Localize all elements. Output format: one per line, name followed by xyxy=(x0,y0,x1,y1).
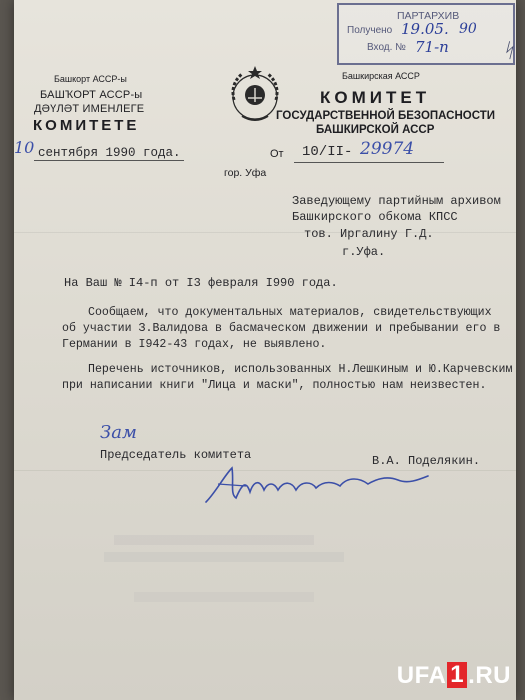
left-header-line1: Башкорт АССР-ы xyxy=(54,74,127,84)
ref-underline xyxy=(294,162,444,163)
paragraph1-line1: Сообщаем, что документальных материалов, свидетельствующих xyxy=(88,306,492,319)
handwritten-signature xyxy=(202,462,432,508)
signature-name: В.А. Поделякин. xyxy=(372,454,481,468)
signature-position: Председатель комитета xyxy=(100,448,252,462)
stamp-received-label: Получено xyxy=(347,25,393,36)
stamp-received-year: 90 xyxy=(459,21,477,37)
watermark-badge: 1 xyxy=(447,662,467,688)
date-underline xyxy=(34,160,184,161)
document-page xyxy=(14,0,516,700)
addressee-line1: Заведующему партийным архивом xyxy=(292,194,501,208)
ref-label: От xyxy=(270,148,284,160)
paragraph2-line1: Перечень источников, использованных Н.Лешкиным и Ю.Карчевским xyxy=(88,363,513,376)
paragraph1-line2: об участии З.Валидова в басмаческом движении и пребывании его в xyxy=(62,322,501,335)
paragraph2-line2: при написании книги "Лица и маски", полностью нам неизвестен. xyxy=(62,379,487,392)
stamp-title: ПАРТАРХИВ xyxy=(397,10,460,22)
ref-handwritten-number: 29974 xyxy=(360,139,415,159)
corner-mark: ᛋ xyxy=(502,38,514,62)
bleed-through xyxy=(104,552,344,562)
date-day-handwritten: 10 xyxy=(14,138,35,157)
bleed-through xyxy=(114,535,314,545)
ref-number: 10/II- xyxy=(302,144,353,160)
right-header-line2: КОМИТЕТ xyxy=(320,88,431,107)
paragraph1-line3: Германии в I942-43 годах, не выявлено. xyxy=(62,338,327,351)
right-header-line3: ГОСУДАРСТВЕННОЙ БЕЗОПАСНОСТИ xyxy=(276,110,496,122)
addressee-line4: г.Уфа. xyxy=(342,245,386,259)
right-header-line1: Башкирская АССР xyxy=(342,71,420,81)
watermark-part3: .RU xyxy=(468,662,511,689)
stamp-entry-label: Вход. № xyxy=(367,42,406,53)
left-header-line4: КОМИТЕТЕ xyxy=(33,117,140,134)
date-rest: сентября 1990 года. xyxy=(38,146,181,160)
city: гор. Уфа xyxy=(224,167,267,179)
paper-fold xyxy=(14,232,516,233)
stamp-received-date: 19.05. xyxy=(401,20,449,38)
stamp-entry-number: 71-п xyxy=(415,38,449,56)
site-watermark xyxy=(397,662,511,690)
watermark-part1: UFA xyxy=(396,662,447,689)
left-header-line2: БАШҠОРТ АССР-ы xyxy=(40,89,143,101)
archive-stamp xyxy=(337,3,515,65)
right-header-line4: БАШКИРСКОЙ АССР xyxy=(316,124,435,136)
left-header-line3: ДӘҮЛӘТ ИМЕНЛЕГЕ xyxy=(34,103,145,115)
reference-line: На Ваш № I4-п от I3 февраля I990 года. xyxy=(64,276,338,290)
bleed-through xyxy=(134,592,314,602)
addressee-line3: тов. Иргалину Г.Д. xyxy=(304,227,434,241)
addressee-line2: Башкирского обкома КПСС xyxy=(292,210,458,224)
handwritten-deputy: Зам xyxy=(100,422,137,443)
